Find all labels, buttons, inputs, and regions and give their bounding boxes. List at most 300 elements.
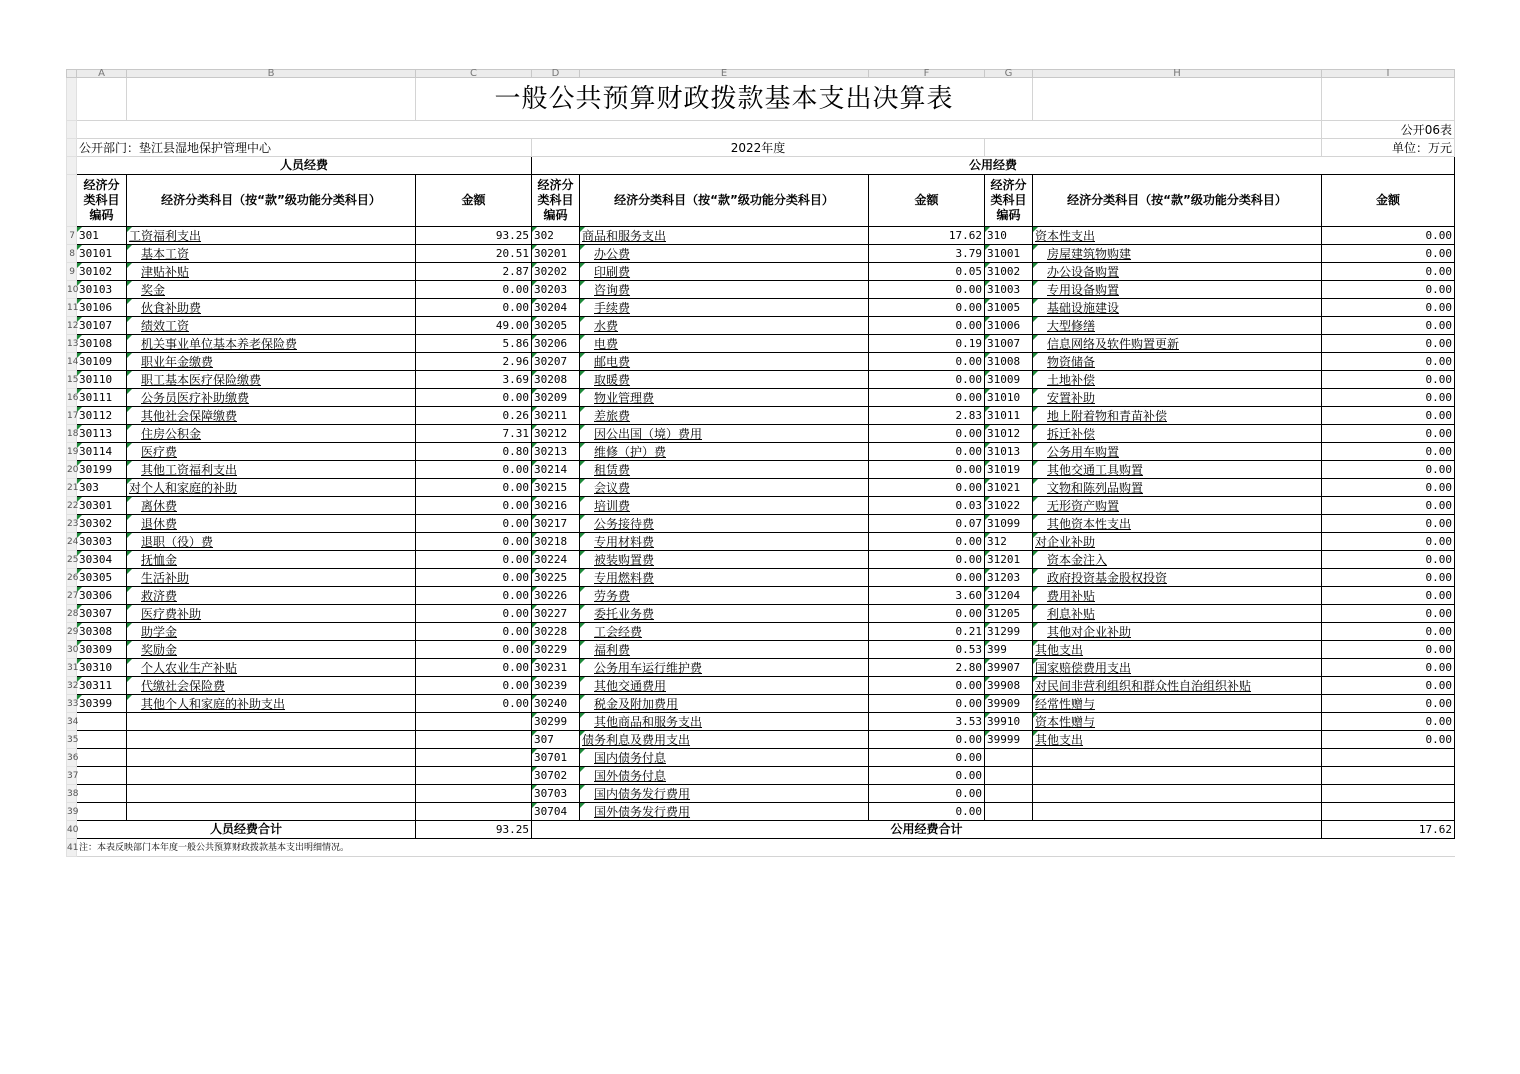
public-b-name-cell[interactable]: 拆迁补偿 — [1033, 425, 1322, 443]
public-a-code-cell[interactable]: 30209 — [532, 389, 580, 407]
public-a-code-cell[interactable]: 30202 — [532, 263, 580, 281]
personnel-code-cell[interactable]: 30107 — [77, 317, 127, 335]
personnel-code-cell[interactable] — [77, 749, 127, 767]
public-a-amount-cell[interactable]: 0.00 — [869, 299, 985, 317]
row-number[interactable]: 16 — [67, 389, 77, 407]
personnel-name-cell[interactable]: 职工基本医疗保险缴费 — [127, 371, 416, 389]
public-b-name-cell[interactable]: 费用补贴 — [1033, 587, 1322, 605]
personnel-code-cell[interactable]: 30302 — [77, 515, 127, 533]
public-b-name-cell[interactable] — [1033, 785, 1322, 803]
personnel-name-cell[interactable]: 退休费 — [127, 515, 416, 533]
public-a-name-cell[interactable]: 国外债务发行费用 — [580, 803, 869, 821]
public-b-code-cell[interactable] — [985, 767, 1033, 785]
public-a-code-cell[interactable]: 30216 — [532, 497, 580, 515]
public-a-amount-cell[interactable]: 0.00 — [869, 731, 985, 749]
public-b-code-cell[interactable]: 39909 — [985, 695, 1033, 713]
public-b-code-cell[interactable]: 31006 — [985, 317, 1033, 335]
public-a-code-cell[interactable]: 30228 — [532, 623, 580, 641]
public-a-code-cell[interactable]: 30299 — [532, 713, 580, 731]
public-a-amount-cell[interactable]: 0.05 — [869, 263, 985, 281]
public-b-name-cell[interactable]: 资本性赠与 — [1033, 713, 1322, 731]
personnel-amount-cell[interactable]: 0.00 — [416, 659, 532, 677]
row-number[interactable]: 32 — [67, 677, 77, 695]
public-a-code-cell[interactable]: 30211 — [532, 407, 580, 425]
personnel-code-cell[interactable]: 30303 — [77, 533, 127, 551]
public-b-amount-cell[interactable]: 0.00 — [1322, 659, 1455, 677]
public-b-name-cell[interactable]: 专用设备购置 — [1033, 281, 1322, 299]
personnel-name-cell[interactable] — [127, 749, 416, 767]
public-b-amount-cell[interactable]: 0.00 — [1322, 623, 1455, 641]
row-number[interactable]: 31 — [67, 659, 77, 677]
public-a-amount-cell[interactable]: 0.53 — [869, 641, 985, 659]
public-a-code-cell[interactable]: 30205 — [532, 317, 580, 335]
public-b-amount-cell[interactable]: 0.00 — [1322, 641, 1455, 659]
public-b-code-cell[interactable]: 310 — [985, 227, 1033, 245]
public-a-code-cell[interactable]: 30204 — [532, 299, 580, 317]
public-b-amount-cell[interactable]: 0.00 — [1322, 443, 1455, 461]
public-b-code-cell[interactable]: 31022 — [985, 497, 1033, 515]
personnel-amount-cell[interactable]: 0.00 — [416, 515, 532, 533]
personnel-code-cell[interactable]: 30304 — [77, 551, 127, 569]
public-b-amount-cell[interactable]: 0.00 — [1322, 281, 1455, 299]
public-b-name-cell[interactable]: 物资储备 — [1033, 353, 1322, 371]
row-number[interactable]: 14 — [67, 353, 77, 371]
public-a-code-cell[interactable]: 30226 — [532, 587, 580, 605]
public-b-amount-cell[interactable]: 0.00 — [1322, 389, 1455, 407]
personnel-amount-cell[interactable]: 7.31 — [416, 425, 532, 443]
public-a-name-cell[interactable]: 国外债务付息 — [580, 767, 869, 785]
personnel-name-cell[interactable]: 职业年金缴费 — [127, 353, 416, 371]
row-number[interactable]: 26 — [67, 569, 77, 587]
public-a-code-cell[interactable]: 30704 — [532, 803, 580, 821]
personnel-amount-cell[interactable]: 0.00 — [416, 479, 532, 497]
personnel-name-cell[interactable]: 对个人和家庭的补助 — [127, 479, 416, 497]
personnel-amount-cell[interactable]: 0.00 — [416, 677, 532, 695]
personnel-name-cell[interactable]: 抚恤金 — [127, 551, 416, 569]
personnel-name-cell[interactable]: 津贴补贴 — [127, 263, 416, 281]
public-b-amount-cell[interactable] — [1322, 749, 1455, 767]
public-b-amount-cell[interactable]: 0.00 — [1322, 245, 1455, 263]
public-a-amount-cell[interactable]: 0.00 — [869, 767, 985, 785]
public-b-amount-cell[interactable]: 0.00 — [1322, 731, 1455, 749]
public-a-name-cell[interactable]: 被装购置费 — [580, 551, 869, 569]
public-a-code-cell[interactable]: 30239 — [532, 677, 580, 695]
public-a-amount-cell[interactable]: 0.00 — [869, 389, 985, 407]
personnel-code-cell[interactable]: 30306 — [77, 587, 127, 605]
personnel-amount-cell[interactable]: 5.86 — [416, 335, 532, 353]
personnel-name-cell[interactable]: 绩效工资 — [127, 317, 416, 335]
row-number[interactable]: 35 — [67, 731, 77, 749]
row-number[interactable]: 41 — [67, 839, 77, 857]
public-a-code-cell[interactable]: 30208 — [532, 371, 580, 389]
row-number[interactable]: 36 — [67, 749, 77, 767]
row-number[interactable]: 20 — [67, 461, 77, 479]
public-b-code-cell[interactable] — [985, 785, 1033, 803]
public-a-code-cell[interactable]: 30218 — [532, 533, 580, 551]
row-number[interactable]: 21 — [67, 479, 77, 497]
public-a-code-cell[interactable]: 30206 — [532, 335, 580, 353]
public-a-amount-cell[interactable]: 0.00 — [869, 749, 985, 767]
public-b-code-cell[interactable]: 31009 — [985, 371, 1033, 389]
personnel-name-cell[interactable] — [127, 731, 416, 749]
row-number[interactable]: 11 — [67, 299, 77, 317]
public-a-code-cell[interactable]: 30201 — [532, 245, 580, 263]
personnel-code-cell[interactable] — [77, 767, 127, 785]
public-a-name-cell[interactable]: 物业管理费 — [580, 389, 869, 407]
public-a-name-cell[interactable]: 邮电费 — [580, 353, 869, 371]
row-number[interactable]: 8 — [67, 245, 77, 263]
public-a-name-cell[interactable]: 工会经费 — [580, 623, 869, 641]
corner-cell[interactable] — [67, 70, 77, 78]
public-b-code-cell[interactable]: 399 — [985, 641, 1033, 659]
public-a-amount-cell[interactable]: 0.03 — [869, 497, 985, 515]
public-a-amount-cell[interactable]: 0.00 — [869, 317, 985, 335]
public-b-code-cell[interactable] — [985, 749, 1033, 767]
public-a-amount-cell[interactable]: 0.00 — [869, 695, 985, 713]
personnel-code-cell[interactable]: 30101 — [77, 245, 127, 263]
public-b-amount-cell[interactable]: 0.00 — [1322, 479, 1455, 497]
row-number[interactable]: 39 — [67, 803, 77, 821]
personnel-code-cell[interactable] — [77, 785, 127, 803]
personnel-amount-cell[interactable]: 0.00 — [416, 299, 532, 317]
public-b-code-cell[interactable]: 31002 — [985, 263, 1033, 281]
public-b-amount-cell[interactable]: 0.00 — [1322, 317, 1455, 335]
personnel-code-cell[interactable] — [77, 713, 127, 731]
col-header-c[interactable]: C — [416, 70, 532, 78]
public-a-amount-cell[interactable]: 0.00 — [869, 533, 985, 551]
personnel-code-cell[interactable]: 30307 — [77, 605, 127, 623]
public-a-amount-cell[interactable]: 0.00 — [869, 677, 985, 695]
personnel-name-cell[interactable]: 代缴社会保险费 — [127, 677, 416, 695]
public-b-amount-cell[interactable]: 0.00 — [1322, 299, 1455, 317]
public-b-name-cell[interactable] — [1033, 749, 1322, 767]
public-a-name-cell[interactable]: 租赁费 — [580, 461, 869, 479]
personnel-code-cell[interactable]: 30112 — [77, 407, 127, 425]
public-b-code-cell[interactable]: 31005 — [985, 299, 1033, 317]
public-b-code-cell[interactable]: 312 — [985, 533, 1033, 551]
public-a-code-cell[interactable]: 30207 — [532, 353, 580, 371]
public-b-name-cell[interactable]: 基础设施建设 — [1033, 299, 1322, 317]
row-number[interactable]: 25 — [67, 551, 77, 569]
public-b-name-cell[interactable]: 经常性赠与 — [1033, 695, 1322, 713]
public-b-code-cell[interactable]: 31010 — [985, 389, 1033, 407]
personnel-name-cell[interactable]: 其他工资福利支出 — [127, 461, 416, 479]
public-a-code-cell[interactable]: 30240 — [532, 695, 580, 713]
public-a-name-cell[interactable]: 公务用车运行维护费 — [580, 659, 869, 677]
public-a-name-cell[interactable]: 水费 — [580, 317, 869, 335]
public-a-amount-cell[interactable]: 0.00 — [869, 425, 985, 443]
public-a-amount-cell[interactable]: 0.00 — [869, 785, 985, 803]
public-b-code-cell[interactable]: 31008 — [985, 353, 1033, 371]
personnel-code-cell[interactable]: 30310 — [77, 659, 127, 677]
public-a-name-cell[interactable]: 会议费 — [580, 479, 869, 497]
public-a-name-cell[interactable]: 差旅费 — [580, 407, 869, 425]
personnel-name-cell[interactable]: 工资福利支出 — [127, 227, 416, 245]
public-a-amount-cell[interactable]: 0.00 — [869, 281, 985, 299]
personnel-amount-cell[interactable] — [416, 731, 532, 749]
personnel-amount-cell[interactable]: 20.51 — [416, 245, 532, 263]
personnel-name-cell[interactable]: 救济费 — [127, 587, 416, 605]
personnel-amount-cell[interactable]: 0.00 — [416, 551, 532, 569]
row-number[interactable]: 23 — [67, 515, 77, 533]
personnel-amount-cell[interactable]: 0.00 — [416, 389, 532, 407]
public-b-amount-cell[interactable]: 0.00 — [1322, 425, 1455, 443]
personnel-name-cell[interactable]: 机关事业单位基本养老保险费 — [127, 335, 416, 353]
public-b-amount-cell[interactable]: 0.00 — [1322, 695, 1455, 713]
row-number[interactable]: 33 — [67, 695, 77, 713]
public-b-amount-cell[interactable]: 0.00 — [1322, 227, 1455, 245]
personnel-amount-cell[interactable]: 0.80 — [416, 443, 532, 461]
public-total-amount[interactable]: 17.62 — [1322, 821, 1455, 839]
public-b-name-cell[interactable]: 大型修缮 — [1033, 317, 1322, 335]
public-b-amount-cell[interactable]: 0.00 — [1322, 353, 1455, 371]
public-a-code-cell[interactable]: 30215 — [532, 479, 580, 497]
row-number[interactable]: 18 — [67, 425, 77, 443]
public-a-amount-cell[interactable]: 2.83 — [869, 407, 985, 425]
public-b-code-cell[interactable]: 31003 — [985, 281, 1033, 299]
personnel-amount-cell[interactable]: 0.00 — [416, 605, 532, 623]
public-a-name-cell[interactable]: 电费 — [580, 335, 869, 353]
public-a-amount-cell[interactable]: 3.53 — [869, 713, 985, 731]
public-a-name-cell[interactable]: 劳务费 — [580, 587, 869, 605]
personnel-amount-cell[interactable] — [416, 785, 532, 803]
public-b-name-cell[interactable]: 信息网络及软件购置更新 — [1033, 335, 1322, 353]
personnel-code-cell[interactable]: 30311 — [77, 677, 127, 695]
public-b-name-cell[interactable]: 公务用车购置 — [1033, 443, 1322, 461]
public-a-name-cell[interactable]: 印刷费 — [580, 263, 869, 281]
public-b-code-cell[interactable]: 31203 — [985, 569, 1033, 587]
col-header-a[interactable]: A — [77, 70, 127, 78]
personnel-code-cell[interactable]: 30103 — [77, 281, 127, 299]
personnel-name-cell[interactable]: 基本工资 — [127, 245, 416, 263]
public-b-name-cell[interactable]: 房屋建筑物购建 — [1033, 245, 1322, 263]
public-a-name-cell[interactable]: 专用材料费 — [580, 533, 869, 551]
public-b-name-cell[interactable]: 政府投资基金股权投资 — [1033, 569, 1322, 587]
public-a-amount-cell[interactable]: 2.80 — [869, 659, 985, 677]
personnel-amount-cell[interactable]: 0.00 — [416, 641, 532, 659]
personnel-code-cell[interactable]: 30106 — [77, 299, 127, 317]
public-b-name-cell[interactable] — [1033, 803, 1322, 821]
row-number[interactable]: 10 — [67, 281, 77, 299]
row-number[interactable]: 37 — [67, 767, 77, 785]
personnel-code-cell[interactable]: 30399 — [77, 695, 127, 713]
public-b-name-cell[interactable]: 其他交通工具购置 — [1033, 461, 1322, 479]
personnel-code-cell[interactable]: 30111 — [77, 389, 127, 407]
public-b-amount-cell[interactable]: 0.00 — [1322, 335, 1455, 353]
public-a-code-cell[interactable]: 30231 — [532, 659, 580, 677]
public-a-name-cell[interactable]: 税金及附加费用 — [580, 695, 869, 713]
public-a-code-cell[interactable]: 30214 — [532, 461, 580, 479]
personnel-name-cell[interactable] — [127, 713, 416, 731]
public-a-code-cell[interactable]: 30217 — [532, 515, 580, 533]
personnel-amount-cell[interactable]: 0.00 — [416, 623, 532, 641]
public-a-amount-cell[interactable]: 0.00 — [869, 479, 985, 497]
public-b-name-cell[interactable]: 资本金注入 — [1033, 551, 1322, 569]
personnel-name-cell[interactable]: 住房公积金 — [127, 425, 416, 443]
public-b-name-cell[interactable]: 其他支出 — [1033, 641, 1322, 659]
row-number[interactable]: 9 — [67, 263, 77, 281]
public-b-code-cell[interactable]: 31021 — [985, 479, 1033, 497]
public-b-amount-cell[interactable]: 0.00 — [1322, 407, 1455, 425]
public-b-name-cell[interactable]: 对民间非营利组织和群众性自治组织补贴 — [1033, 677, 1322, 695]
personnel-amount-cell[interactable]: 3.69 — [416, 371, 532, 389]
personnel-name-cell[interactable]: 生活补助 — [127, 569, 416, 587]
public-b-name-cell[interactable]: 办公设备购置 — [1033, 263, 1322, 281]
public-b-amount-cell[interactable] — [1322, 803, 1455, 821]
public-b-amount-cell[interactable]: 0.00 — [1322, 605, 1455, 623]
public-a-name-cell[interactable]: 办公费 — [580, 245, 869, 263]
col-header-e[interactable]: E — [580, 70, 869, 78]
personnel-amount-cell[interactable]: 0.00 — [416, 533, 532, 551]
public-b-name-cell[interactable]: 对企业补助 — [1033, 533, 1322, 551]
personnel-code-cell[interactable]: 30114 — [77, 443, 127, 461]
public-a-name-cell[interactable]: 取暖费 — [580, 371, 869, 389]
public-a-code-cell[interactable]: 30702 — [532, 767, 580, 785]
public-b-name-cell[interactable]: 利息补贴 — [1033, 605, 1322, 623]
public-a-code-cell[interactable]: 30213 — [532, 443, 580, 461]
personnel-name-cell[interactable]: 其他个人和家庭的补助支出 — [127, 695, 416, 713]
personnel-code-cell[interactable]: 30305 — [77, 569, 127, 587]
public-a-name-cell[interactable]: 因公出国（境）费用 — [580, 425, 869, 443]
row-number[interactable]: 7 — [67, 227, 77, 245]
public-b-code-cell[interactable]: 31205 — [985, 605, 1033, 623]
personnel-amount-cell[interactable]: 49.00 — [416, 317, 532, 335]
personnel-name-cell[interactable]: 其他社会保障缴费 — [127, 407, 416, 425]
personnel-name-cell[interactable]: 奖金 — [127, 281, 416, 299]
public-a-name-cell[interactable]: 培训费 — [580, 497, 869, 515]
public-a-code-cell[interactable]: 30701 — [532, 749, 580, 767]
public-b-code-cell[interactable]: 39908 — [985, 677, 1033, 695]
personnel-amount-cell[interactable] — [416, 767, 532, 785]
col-header-b[interactable]: B — [127, 70, 416, 78]
personnel-name-cell[interactable] — [127, 767, 416, 785]
personnel-name-cell[interactable]: 医疗费 — [127, 443, 416, 461]
row-number[interactable]: 22 — [67, 497, 77, 515]
public-a-amount-cell[interactable]: 0.00 — [869, 605, 985, 623]
personnel-name-cell[interactable]: 奖励金 — [127, 641, 416, 659]
public-a-code-cell[interactable]: 30703 — [532, 785, 580, 803]
public-b-code-cell[interactable] — [985, 803, 1033, 821]
public-a-amount-cell[interactable]: 0.07 — [869, 515, 985, 533]
row-number[interactable]: 24 — [67, 533, 77, 551]
public-a-amount-cell[interactable]: 0.00 — [869, 443, 985, 461]
public-b-name-cell[interactable] — [1033, 767, 1322, 785]
public-b-amount-cell[interactable]: 0.00 — [1322, 263, 1455, 281]
personnel-amount-cell[interactable] — [416, 749, 532, 767]
public-a-name-cell[interactable]: 商品和服务支出 — [580, 227, 869, 245]
public-b-amount-cell[interactable]: 0.00 — [1322, 713, 1455, 731]
row-number[interactable]: 30 — [67, 641, 77, 659]
public-b-code-cell[interactable]: 31001 — [985, 245, 1033, 263]
public-a-name-cell[interactable]: 委托业务费 — [580, 605, 869, 623]
public-b-code-cell[interactable]: 31019 — [985, 461, 1033, 479]
public-b-amount-cell[interactable]: 0.00 — [1322, 497, 1455, 515]
public-b-code-cell[interactable]: 31011 — [985, 407, 1033, 425]
public-b-code-cell[interactable]: 31007 — [985, 335, 1033, 353]
public-b-code-cell[interactable]: 31201 — [985, 551, 1033, 569]
public-a-name-cell[interactable]: 其他商品和服务支出 — [580, 713, 869, 731]
public-b-name-cell[interactable]: 资本性支出 — [1033, 227, 1322, 245]
personnel-code-cell[interactable]: 30102 — [77, 263, 127, 281]
row-number[interactable]: 19 — [67, 443, 77, 461]
public-b-amount-cell[interactable]: 0.00 — [1322, 533, 1455, 551]
public-a-code-cell[interactable]: 30225 — [532, 569, 580, 587]
public-a-name-cell[interactable]: 国内债务发行费用 — [580, 785, 869, 803]
public-a-code-cell[interactable]: 30229 — [532, 641, 580, 659]
row-number[interactable]: 17 — [67, 407, 77, 425]
public-b-name-cell[interactable]: 无形资产购置 — [1033, 497, 1322, 515]
public-a-name-cell[interactable]: 手续费 — [580, 299, 869, 317]
personnel-code-cell[interactable]: 30109 — [77, 353, 127, 371]
public-b-code-cell[interactable]: 31013 — [985, 443, 1033, 461]
col-header-i[interactable]: I — [1322, 70, 1455, 78]
public-a-amount-cell[interactable]: 0.00 — [869, 371, 985, 389]
col-header-d[interactable]: D — [532, 70, 580, 78]
row-number[interactable]: 29 — [67, 623, 77, 641]
public-a-amount-cell[interactable]: 0.19 — [869, 335, 985, 353]
public-b-amount-cell[interactable]: 0.00 — [1322, 677, 1455, 695]
public-a-name-cell[interactable]: 国内债务付息 — [580, 749, 869, 767]
personnel-name-cell[interactable]: 退职（役）费 — [127, 533, 416, 551]
public-b-amount-cell[interactable]: 0.00 — [1322, 569, 1455, 587]
personnel-code-cell[interactable]: 30113 — [77, 425, 127, 443]
personnel-code-cell[interactable]: 30199 — [77, 461, 127, 479]
personnel-name-cell[interactable]: 公务员医疗补助缴费 — [127, 389, 416, 407]
personnel-code-cell[interactable] — [77, 731, 127, 749]
public-b-code-cell[interactable]: 31012 — [985, 425, 1033, 443]
personnel-amount-cell[interactable] — [416, 803, 532, 821]
public-a-name-cell[interactable]: 咨询费 — [580, 281, 869, 299]
personnel-amount-cell[interactable]: 0.00 — [416, 695, 532, 713]
personnel-total-amount[interactable]: 93.25 — [416, 821, 532, 839]
row-number[interactable]: 34 — [67, 713, 77, 731]
personnel-code-cell[interactable]: 30308 — [77, 623, 127, 641]
personnel-amount-cell[interactable]: 0.00 — [416, 587, 532, 605]
public-a-code-cell[interactable]: 30212 — [532, 425, 580, 443]
public-a-amount-cell[interactable]: 3.60 — [869, 587, 985, 605]
public-b-amount-cell[interactable] — [1322, 785, 1455, 803]
row-number[interactable]: 40 — [67, 821, 77, 839]
public-a-code-cell[interactable]: 302 — [532, 227, 580, 245]
public-b-code-cell[interactable]: 39910 — [985, 713, 1033, 731]
public-a-amount-cell[interactable]: 0.00 — [869, 551, 985, 569]
personnel-amount-cell[interactable]: 2.96 — [416, 353, 532, 371]
personnel-name-cell[interactable]: 助学金 — [127, 623, 416, 641]
public-b-amount-cell[interactable]: 0.00 — [1322, 551, 1455, 569]
public-a-name-cell[interactable]: 专用燃料费 — [580, 569, 869, 587]
public-a-amount-cell[interactable]: 0.00 — [869, 569, 985, 587]
personnel-amount-cell[interactable]: 0.26 — [416, 407, 532, 425]
public-b-amount-cell[interactable]: 0.00 — [1322, 515, 1455, 533]
public-a-amount-cell[interactable]: 0.00 — [869, 461, 985, 479]
personnel-amount-cell[interactable] — [416, 713, 532, 731]
public-b-amount-cell[interactable]: 0.00 — [1322, 587, 1455, 605]
public-b-code-cell[interactable]: 31204 — [985, 587, 1033, 605]
public-a-amount-cell[interactable]: 3.79 — [869, 245, 985, 263]
public-b-code-cell[interactable]: 31299 — [985, 623, 1033, 641]
personnel-amount-cell[interactable]: 0.00 — [416, 281, 532, 299]
personnel-name-cell[interactable]: 离休费 — [127, 497, 416, 515]
public-a-code-cell[interactable]: 30227 — [532, 605, 580, 623]
col-header-f[interactable]: F — [869, 70, 985, 78]
personnel-name-cell[interactable]: 伙食补助费 — [127, 299, 416, 317]
personnel-name-cell[interactable] — [127, 785, 416, 803]
personnel-code-cell[interactable]: 301 — [77, 227, 127, 245]
public-a-name-cell[interactable]: 公务接待费 — [580, 515, 869, 533]
public-a-name-cell[interactable]: 福利费 — [580, 641, 869, 659]
public-b-amount-cell[interactable]: 0.00 — [1322, 371, 1455, 389]
col-header-g[interactable]: G — [985, 70, 1033, 78]
